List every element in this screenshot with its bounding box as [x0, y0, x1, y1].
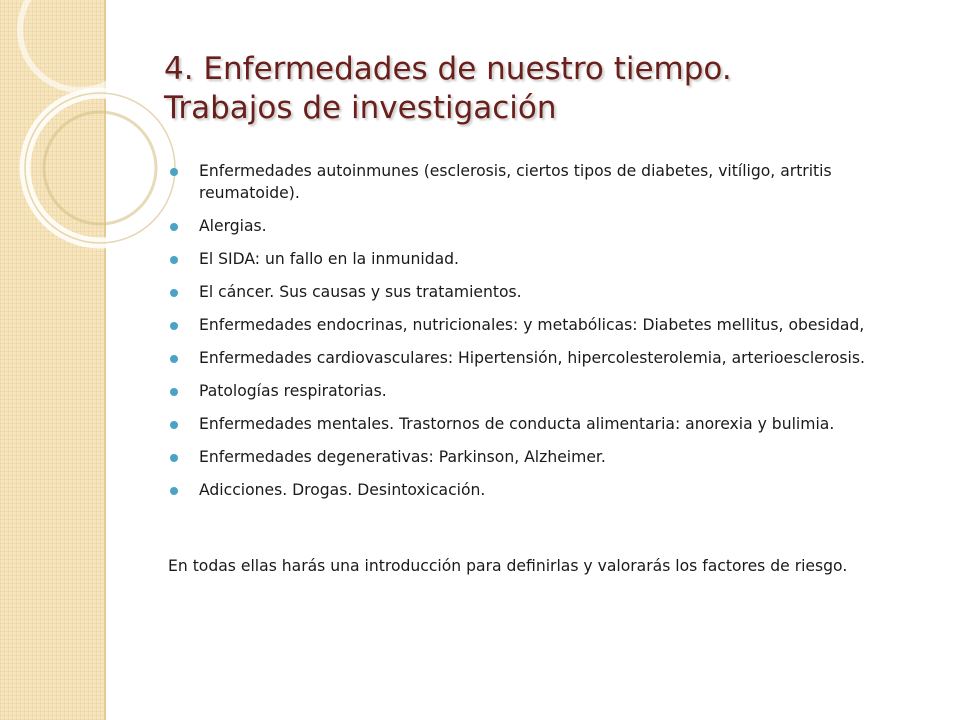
bullet-text: Alergias.	[199, 217, 267, 235]
bullet-dot-icon	[170, 355, 178, 363]
bullet-text: Enfermedades autoinmunes (esclerosis, ciertos tipos de diabetes, vitíligo, artritis reumatoide).	[199, 162, 832, 202]
bullet-item	[170, 215, 930, 237]
bullet-text: El cáncer. Sus causas y sus tratamientos.	[199, 283, 522, 301]
bullet-dot-icon	[170, 223, 178, 231]
bullet-item	[170, 281, 930, 303]
bullet-item	[170, 479, 930, 501]
bullet-text: El SIDA: un fallo en la inmunidad.	[199, 250, 459, 268]
bullet-item	[170, 248, 930, 270]
bullet-dot-icon	[170, 421, 178, 429]
bullet-dot-icon	[170, 289, 178, 297]
slide-title-line-1: 4. Enfermedades de nuestro tiempo.	[164, 51, 732, 87]
bullet-dot-icon	[170, 487, 178, 495]
bullet-text: Enfermedades mentales. Trastornos de conducta alimentaria: anorexia y bulimia.	[199, 415, 835, 433]
bullet-text: Patologías respiratorias.	[199, 382, 387, 400]
bullet-dot-icon	[170, 454, 178, 462]
bullet-item	[170, 380, 930, 402]
bullet-item	[170, 446, 930, 468]
bullet-list	[170, 160, 930, 512]
slide-title-line-2: Trabajos de investigación	[164, 90, 557, 126]
slide-title	[164, 50, 924, 128]
bullet-item	[170, 160, 930, 204]
slide-footer-note: En todas ellas harás una introducción para definirlas y valorarás los factores de riesgo.	[168, 557, 848, 575]
bullet-dot-icon	[170, 322, 178, 330]
bullet-dot-icon	[170, 388, 178, 396]
bullet-item	[170, 413, 930, 435]
bullet-item	[170, 347, 930, 369]
bullet-text: Adicciones. Drogas. Desintoxicación.	[199, 481, 486, 499]
bullet-dot-icon	[170, 168, 178, 176]
bullet-text: Enfermedades cardiovasculares: Hipertensión, hipercolesterolemia, arterioesclerosis.	[199, 349, 865, 367]
bullet-text: Enfermedades endocrinas, nutricionales: y metabólicas: Diabetes mellitus, obesidad,	[199, 316, 865, 334]
bullet-dot-icon	[170, 256, 178, 264]
bullet-item	[170, 314, 930, 336]
bullet-text: Enfermedades degenerativas: Parkinson, Alzheimer.	[199, 448, 606, 466]
